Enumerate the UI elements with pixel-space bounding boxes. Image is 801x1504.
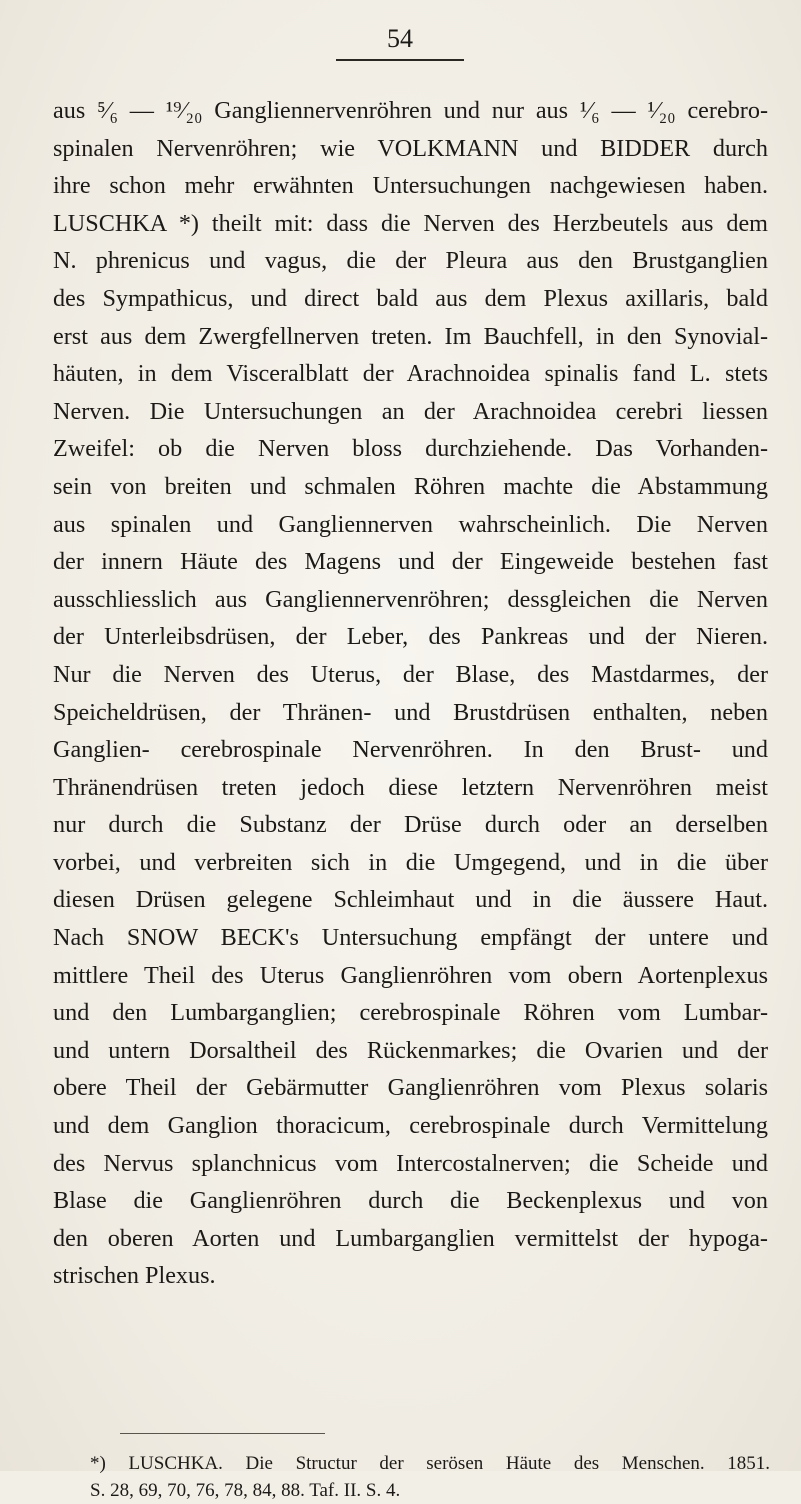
text-line-13: der innern Häute des Magens und der Eingeweide bestehen fast — [53, 548, 768, 576]
page-number: 54 — [387, 24, 413, 53]
text-line-17: Speicheldrüsen, der Thränen- und Brustdrüsen enthalten, neben — [53, 698, 768, 726]
text-line-12: aus spinalen und Gangliennerven wahrscheinlich. Die Nerven — [53, 510, 768, 538]
text-line-30: Blase die Ganglienröhren durch die Beckenplexus und von — [53, 1187, 768, 1215]
text-line-26: und untern Dorsaltheil des Rückenmarkes; die Ovarien und der — [53, 1036, 768, 1064]
text-line-24: mittlere Theil des Uterus Ganglienröhren vom obern Aortenplexus — [53, 961, 768, 989]
footnote — [90, 1450, 770, 1504]
footnote-line-1: *) LUSCHKA. Die Structur der serösen Häute des Menschen. 1851. — [90, 1453, 770, 1474]
text-line-5: N. phrenicus und vagus, die der Pleura aus den Brustganglien — [53, 247, 768, 275]
text-line-7: erst aus dem Zwergfellnerven treten. Im Bauchfell, in den Synovial- — [53, 322, 768, 350]
text-line-20: nur durch die Substanz der Drüse durch oder an derselben — [53, 811, 768, 839]
text-line-11: sein von breiten und schmalen Röhren machte die Abstammung — [53, 472, 768, 500]
footnote-line-2: S. 28, 69, 70, 76, 78, 84, 88. Taf. II. S. 4. — [90, 1480, 401, 1501]
text-line-25: und den Lumbarganglien; cerebrospinale Röhren vom Lumbar- — [53, 999, 768, 1027]
text-line-28: und dem Ganglion thoracicum, cerebrospinale durch Vermittelung — [53, 1112, 768, 1140]
text-line-22: diesen Drüsen gelegene Schleimhaut und in die äussere Haut. — [53, 886, 768, 914]
text-line-8: häuten, in dem Visceralblatt der Arachnoidea spinalis fand L. stets — [53, 360, 768, 388]
text-line-16: Nur die Nerven des Uterus, der Blase, des Mastdarmes, der — [53, 660, 768, 688]
text-line-23: Nach SNOW BECK's Untersuchung empfängt der untere und — [53, 924, 768, 952]
text-line-29: des Nervus splanchnicus vom Intercostalnerven; die Scheide und — [53, 1149, 768, 1177]
text-line-18: Ganglien- cerebrospinale Nervenröhren. In den Brust- und — [53, 736, 768, 764]
text-line-1: aus ⁵⁄₆ — ¹⁹⁄₂₀ Gangliennervenröhren und nur aus ¹⁄₆ — ¹⁄₂₀ cerebro- — [53, 97, 768, 124]
body-text — [53, 92, 768, 1295]
text-line-3: ihre schon mehr erwähnten Untersuchungen nachgewiesen haben. — [53, 172, 768, 200]
text-line-31: den oberen Aorten und Lumbarganglien vermittelst der hypoga- — [53, 1224, 768, 1252]
text-line-32: strischen Plexus. — [53, 1262, 216, 1290]
text-line-19: Thränendrüsen treten jedoch diese letztern Nervenröhren meist — [53, 773, 768, 801]
text-line-21: vorbei, und verbreiten sich in die Umgegend, und in die über — [53, 848, 768, 876]
text-line-4: LUSCHKA *) theilt mit: dass die Nerven des Herzbeutels aus dem — [53, 209, 768, 237]
text-line-6: des Sympathicus, und direct bald aus dem Plexus axillaris, bald — [53, 284, 768, 312]
text-line-27: obere Theil der Gebärmutter Ganglienröhren vom Plexus solaris — [53, 1074, 768, 1102]
text-line-10: Zweifel: ob die Nerven bloss durchziehende. Das Vorhanden- — [53, 435, 768, 463]
text-line-14: ausschliesslich aus Gangliennervenröhren; dessgleichen die Nerven — [53, 585, 768, 613]
text-line-15: der Unterleibsdrüsen, der Leber, des Pankreas und der Nieren. — [53, 623, 768, 651]
footnote-rule — [120, 1433, 325, 1434]
text-line-9: Nerven. Die Untersuchungen an der Arachnoidea cerebri liessen — [53, 397, 768, 425]
header-rule — [336, 59, 464, 61]
text-line-2: spinalen Nervenröhren; wie VOLKMANN und BIDDER durch — [53, 134, 768, 162]
